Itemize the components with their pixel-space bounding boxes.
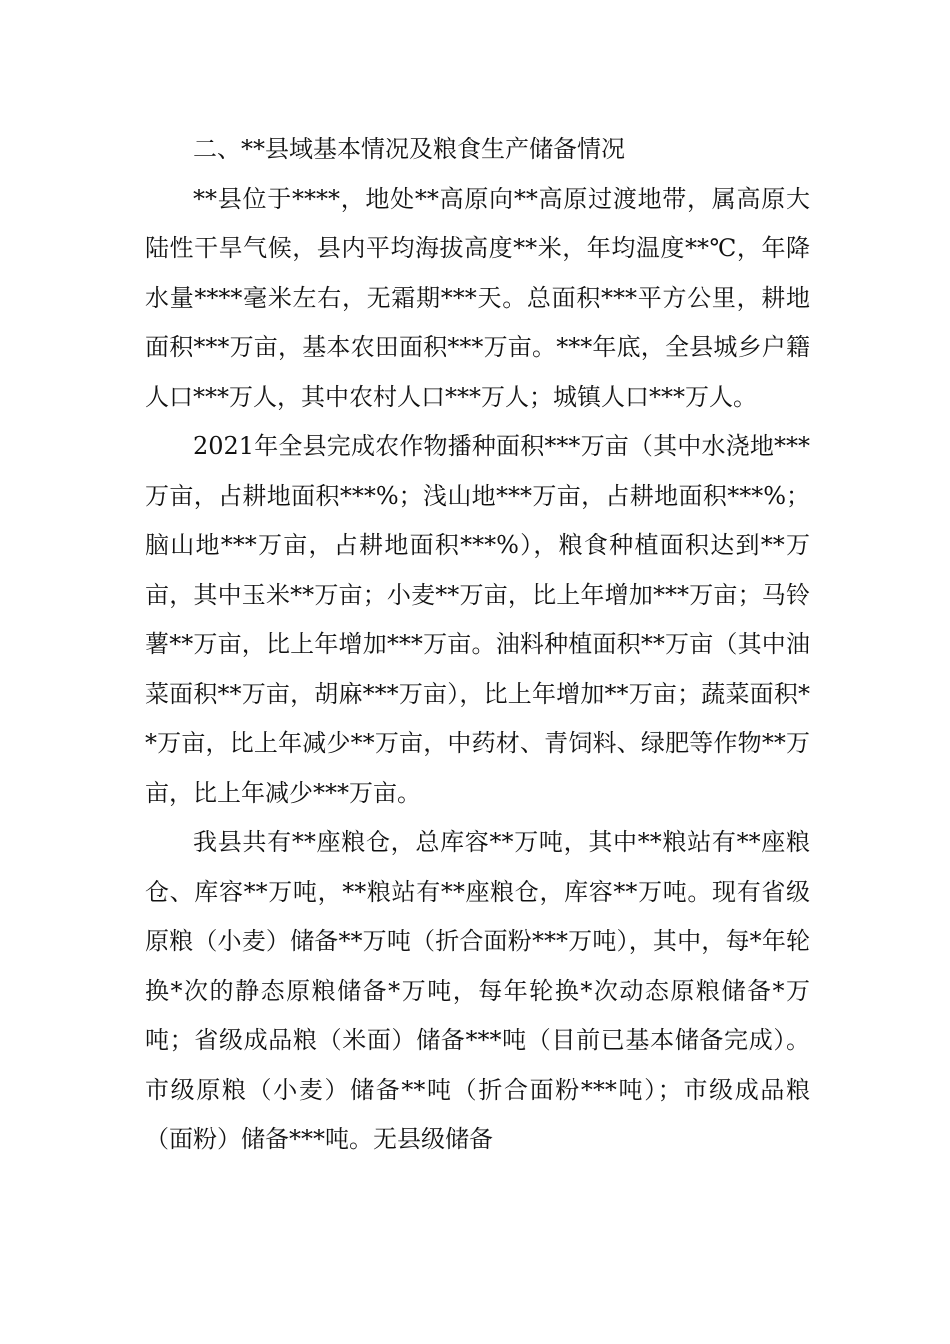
paragraph-grain-storage: 我县共有**座粮仓，总库容**万吨，其中**粮站有**座粮仓、库容**万吨，**粮站有**座粮仓，库容**万吨。现有省级原粮（小麦）储备**万吨（折合面粉***万吨），其中，每*年轮换*次的静态原粮储备*万吨，每年轮换*次动态原粮储备*万吨；省级成品粮（米面）储备***吨（目前已基本储备完成）。市级原粮（小麦）储备**吨（折合面粉***吨）；市级成品粮（面粉）储备***吨。无县级储备 — [145, 828, 810, 1153]
paragraph-crop-planting: 2021年全县完成农作物播种面积***万亩（其中水浇地***万亩，占耕地面积***%；浅山地***万亩，占耕地面积***%；脑山地***万亩，占耕地面积***%），粮食种植面积达到**万亩，其中玉米**万亩；小麦**万亩，比上年增加***万亩；马铃薯**万亩，比上年增加***万亩。油料种植面积**万亩（其中油菜面积**万亩，胡麻***万亩），比上年增加**万亩；蔬菜面积**万亩，比上年减少**万亩，中药材、青饲料、绿肥等作物**万亩，比上年减少***万亩。 — [145, 432, 810, 807]
document-body — [145, 125, 810, 1165]
paragraph-county-overview: **县位于****，地处**高原向**高原过渡地带，属高原大陆性干旱气候，县内平均海拔高度**米，年均温度**℃，年降水量****毫米左右，无霜期***天。总面积***平方公里，耕地面积***万亩，基本农田面积***万亩。***年底，全县城乡户籍人口***万人，其中农村人口***万人；城镇人口***万人。 — [145, 184, 810, 411]
section-heading: 二、**县域基本情况及粮食生产储备情况 — [193, 135, 625, 163]
